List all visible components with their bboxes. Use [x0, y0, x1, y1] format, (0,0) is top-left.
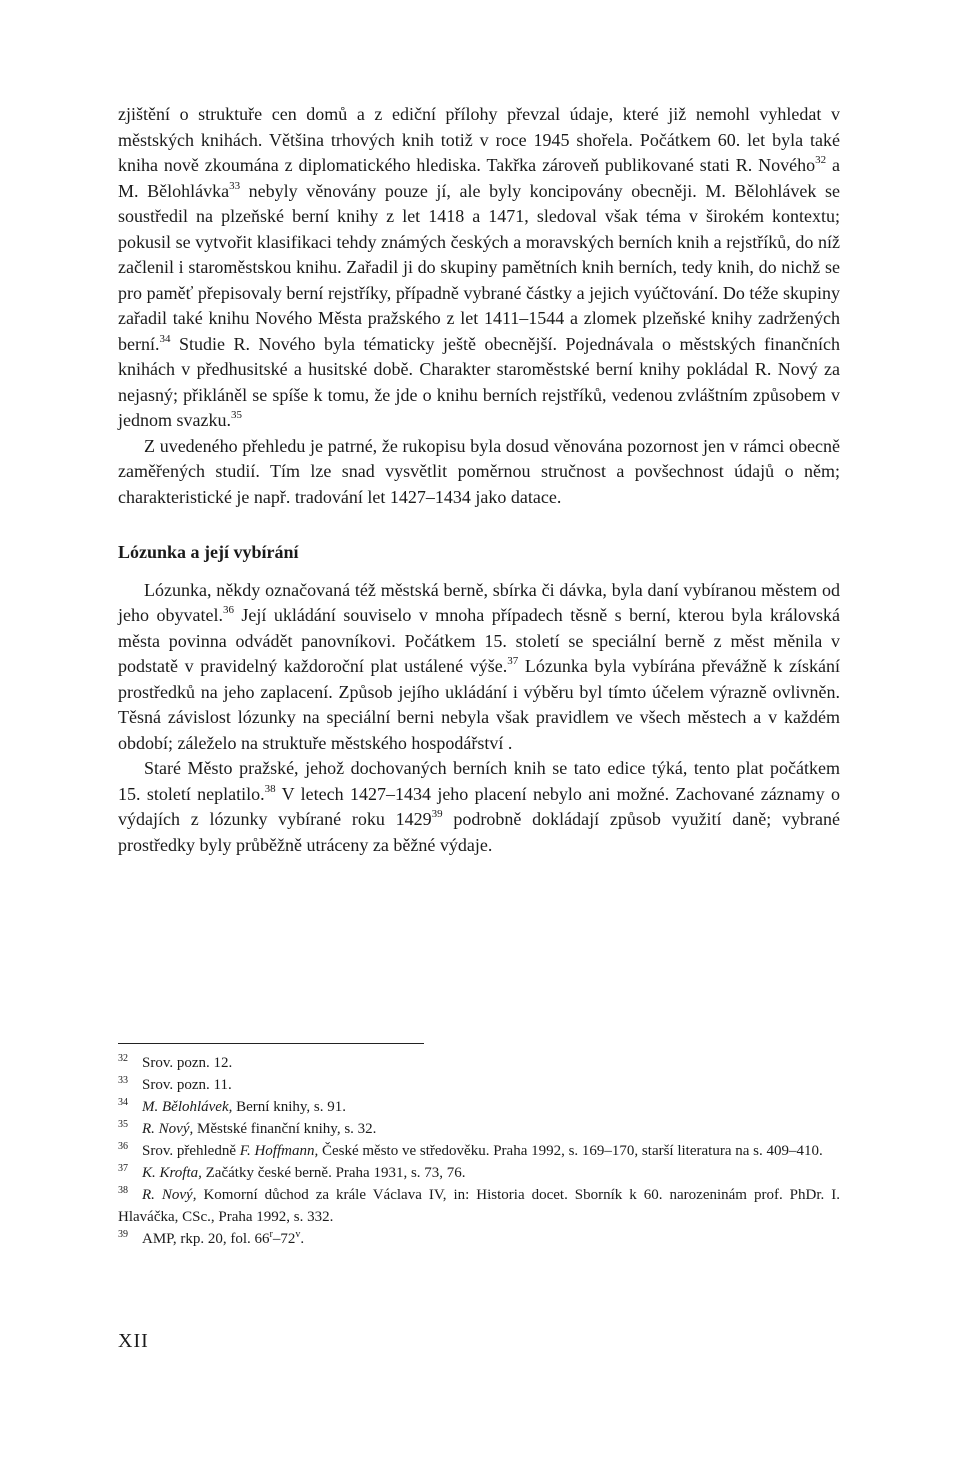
paragraph-1 — [118, 102, 840, 434]
footnote-text: Městské finanční knihy, s. 32. — [193, 1121, 377, 1137]
footnote-34 — [118, 1096, 840, 1118]
footnote-text: Srov. pozn. 12. — [142, 1055, 233, 1071]
text-run: zjištění o struktuře cen domů a z ediční přílohy převzal údaje, které již nemohl vyhledat v městských knihách. Většina trhových knih totiž v roce 1945 shořela. Počátkem 60. let byla také kniha nově zkoumána z diplomatického hlediska. Takřka zároveň publikované stati R. Nového — [118, 104, 840, 175]
footnote-ref-37[interactable]: 37 — [507, 655, 519, 667]
footnote-number: 34 — [118, 1097, 128, 1108]
text-run: Lózunka byla vybírána převážně k získání prostředků na jeho zaplacení. Způsob jejího ukládání i výběru byl tímto účelem výrazně ovlivněn. Těsná závislost lózunky na speciální berni nebyla však pravidlem ve všech městech a v každém období; záleželo na struktuře městského hospodářství . — [118, 656, 840, 753]
footnote-text: AMP, rkp. 20, fol. 66 — [142, 1231, 270, 1247]
footnote-number: 33 — [118, 1075, 128, 1086]
folio-verso-mark: v — [295, 1229, 301, 1240]
footnote-text: . — [300, 1231, 305, 1247]
footnote-ref-34[interactable]: 34 — [159, 332, 171, 345]
footnote-author: R. Nový, — [142, 1121, 194, 1137]
footnote-text: Začátky české berně. Praha 1931, s. 73, 76. — [201, 1165, 466, 1181]
footnote-35 — [118, 1118, 840, 1140]
text-run: nebyly věnovány pouze jí, ale byly koncipovány obecněji. M. Bělohlávek se soustředil na plzeňské berní knihy z let 1418 a 1471, sledoval však téma v širokém kontextu; pokusil se vytvořit klasifikaci tehdy známých českých a moravských berních knih a rejstříků, do níž začlenil i staroměstskou knihu. Zařadil ji do skupiny pamětních knih berních, tedy knih, do nichž se pro paměť přepisovaly berní rejstříky, případně vybrané částky a jejich vyúčtování. Do téže skupiny zařadil také knihu Nového Města pražského z let 1411–1544 a zlomek plzeňské knihy zadržených berní. — [118, 180, 840, 354]
footnote-author: F. Hoffmann, — [239, 1143, 319, 1159]
footnote-number: 35 — [118, 1119, 128, 1130]
page-number: XII — [118, 1330, 149, 1352]
footnote-ref-38[interactable]: 38 — [264, 782, 276, 795]
footnote-author: R. Nový, — [142, 1187, 197, 1203]
footnote-text: Srov. přehledně — [142, 1143, 240, 1159]
paragraph-4 — [118, 756, 840, 858]
footnote-author: M. Bělohlávek, — [142, 1099, 233, 1115]
paragraph-3 — [118, 578, 840, 757]
text-run: podrobně dokládají způsob využití daně; vybrané prostředky byly průběžně utráceny za běžné výdaje. — [118, 809, 840, 855]
paragraph-2: Z uvedeného přehledu je patrné, že rukopisu byla dosud věnována pozornost jen v rámci obecně zaměřených studií. Tím lze snad vysvětlit poměrnou stručnost a povšechnost údajů o něm; charakteristické je např. tradování let 1427–1434 jako datace. — [118, 435, 840, 507]
footnote-39 — [118, 1228, 840, 1250]
footnote-32 — [118, 1052, 840, 1074]
footnote-ref-35[interactable]: 35 — [230, 409, 242, 421]
text-run: a M. Bělohlávka — [118, 155, 840, 201]
footnote-37 — [118, 1162, 840, 1184]
text-run: V letech 1427–1434 jeho placení nebylo ani možné. Zachované záznamy o výdajích z lózunky vybírané roku 1429 — [118, 783, 840, 829]
footnotes — [118, 1052, 840, 1250]
text-run: Lózunka, někdy označovaná též městská berně, sbírka či dávka, byla daní vybíranou městem od jeho obyvatel. — [118, 579, 840, 625]
text-run: Studie R. Nového byla tématicky ještě obecnější. Pojednávala o městských finančních knihách v předhusitské a husitské době. Charakter staroměstské berní knihy pokládal R. Nový za nejasný; přikláněl se spíše k tomu, že jde o knihu berních rejstříků, vedenou zvláštním způsobem v jednom svazku. — [118, 333, 840, 430]
footnote-number: 36 — [118, 1141, 128, 1152]
footnote-text: Komorní důchod za krále Václava IV, in: Historia docet. Sborník k 60. narozeninám prof. PhDr. I. Hlaváčka, CSc., Praha 1992, s. 332. — [118, 1187, 840, 1225]
footnote-number: 39 — [118, 1229, 128, 1240]
footnote-number: 37 — [118, 1163, 128, 1174]
text-run: Její ukládání souviselo v mnoha případech těsně s berní, kterou byla královská města povinna odvádět panovníkovi. Počátkem 15. století se speciální berně z měst měnila v podstatě v pravidelný každoroční plat ustálené výše. — [118, 605, 840, 676]
footnote-ref-33[interactable]: 33 — [229, 179, 241, 192]
footnote-number: 32 — [118, 1053, 128, 1064]
footnote-text: Berní knihy, s. 91. — [232, 1099, 346, 1115]
footnote-ref-36[interactable]: 36 — [222, 604, 234, 616]
footnote-separator — [118, 1043, 424, 1044]
footnote-36 — [118, 1140, 840, 1162]
footnote-ref-32[interactable]: 32 — [815, 154, 827, 166]
section-heading: Lózunka a její vybírání — [118, 542, 299, 562]
footnote-number: 38 — [118, 1185, 128, 1196]
footnote-author: K. Krofta, — [142, 1165, 202, 1181]
footnote-text: České město ve středověku. Praha 1992, s. 169–170, starší literatura na s. 409–410. — [318, 1143, 823, 1159]
folio-recto-mark: r — [269, 1229, 273, 1240]
footnote-text: –72 — [272, 1231, 296, 1247]
footnote-33 — [118, 1074, 840, 1096]
text-run: Staré Město pražské, jehož dochovaných berních knih se tato edice týká, tento plat počátkem 15. století neplatilo. — [118, 758, 840, 804]
footnote-text: Srov. pozn. 11. — [142, 1077, 232, 1093]
footnote-38 — [118, 1184, 840, 1228]
footnote-ref-39[interactable]: 39 — [431, 808, 443, 820]
main-text — [118, 102, 840, 858]
